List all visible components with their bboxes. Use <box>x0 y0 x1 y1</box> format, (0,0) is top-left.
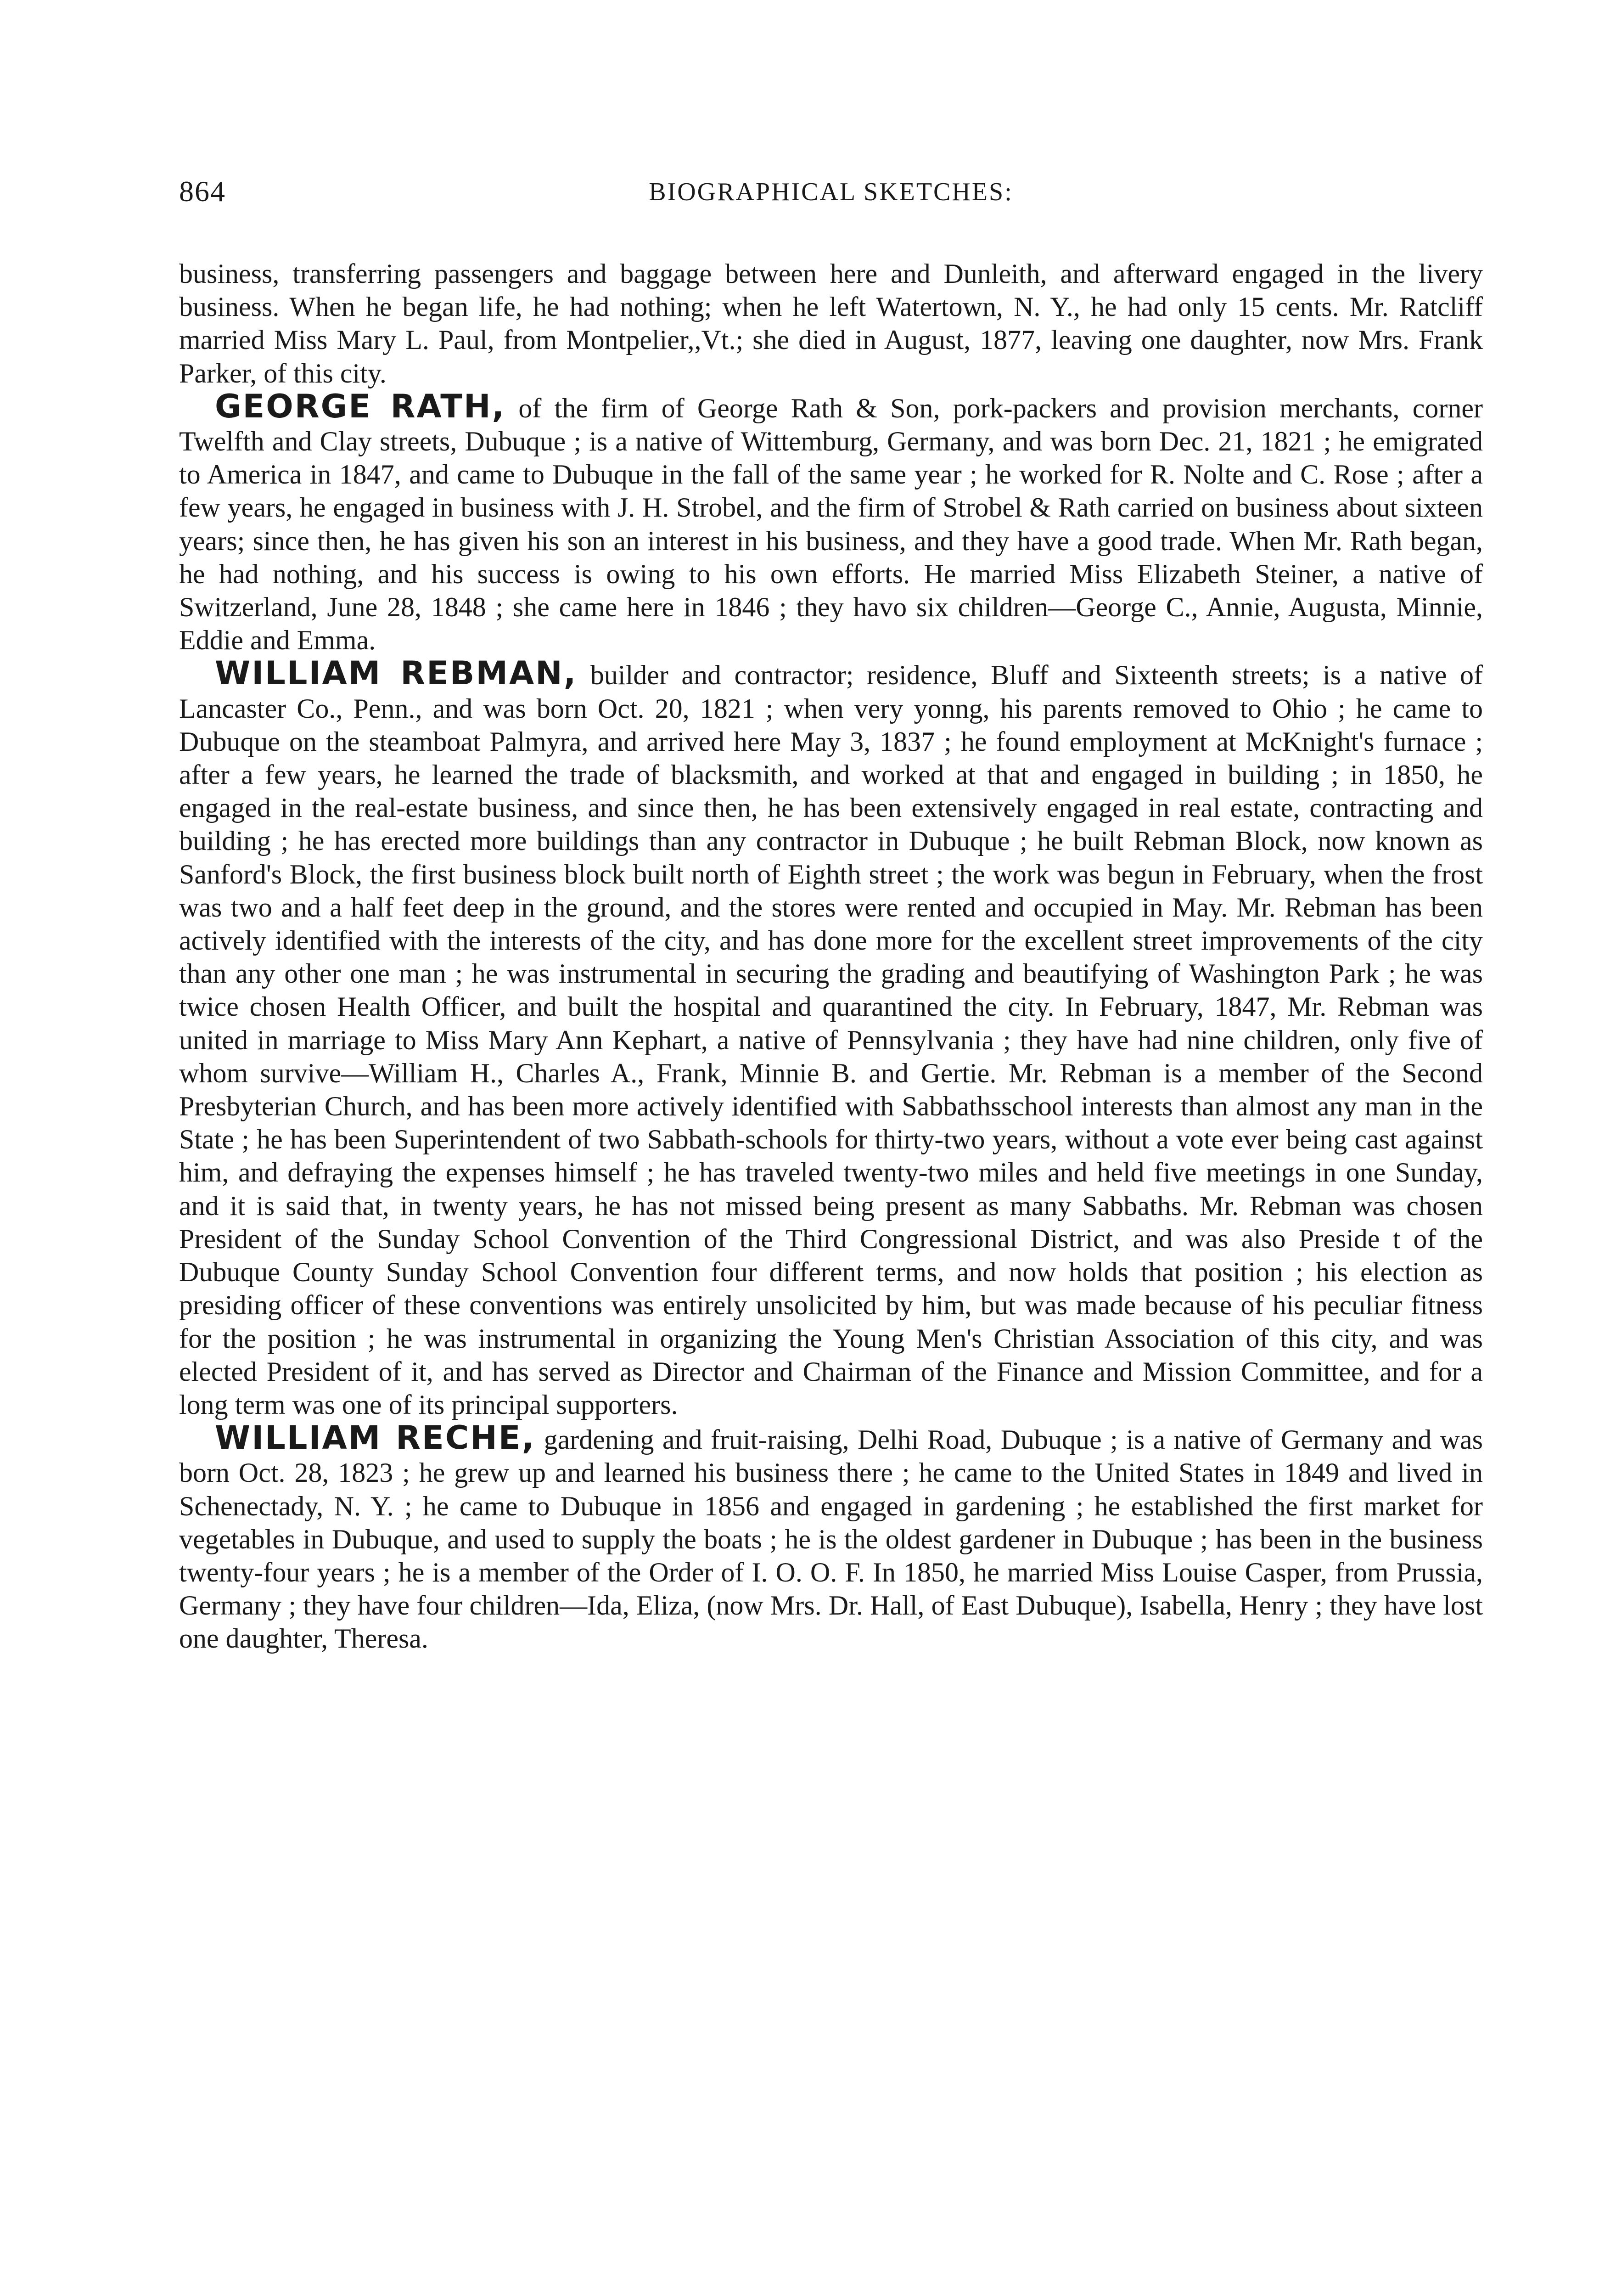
entry-name: GEORGE RATH, <box>215 387 506 425</box>
body-text <box>179 257 1483 1655</box>
running-head <box>179 174 1483 230</box>
biography-entry-george-rath <box>179 387 1483 657</box>
continuation-paragraph <box>179 257 1483 390</box>
entry-text: gardening and fruit-raising, Delhi Road, Dubuque ; is a native of Germany and was born Oct. 28, 1823 ; he grew up and learned his business there ; he came to the United States in 1849 and lived in Schenectady, N. Y. ; he came to Dubuque in 1856 and engaged in gardening ; he established the first market for vegetables in Dubuque, and used to supply the boats ; he is the oldest gardener in Dubuque ; has been in the business twenty-four years ; he is a member of the Order of I. O. O. F. In 1850, he married Miss Louise Casper, from Prussia, Germany ; they have four children—Ida, Eliza, (now Mrs. Dr. Hall, of East Dubuque), Isabella, Henry ; they have lost one daughter, Theresa. <box>179 1424 1483 1654</box>
running-title: BIOGRAPHICAL SKETCHES: <box>649 178 1013 206</box>
entry-name: WILLIAM REBMAN, <box>215 654 578 692</box>
page-number: 864 <box>179 175 226 208</box>
biography-entry-william-rebman <box>179 654 1483 1421</box>
entry-text: of the firm of George Rath & Son, pork-packers and provision merchants, corner Twelfth and Clay streets, Dubuque ; is a native of Wittemburg, Germany, and was born Dec. 21, 1821 ; he emigrated to America in 1847, and came to Dubuque in the fall of the same year ; he worked for R. Nolte and C. Rose ; after a few years, he engaged in business with J. H. Strobel, and the firm of Strobel & Rath carried on business about sixteen years; since then, he has given his son an interest in his business, and they have a good trade. When Mr. Rath began, he had nothing, and his success is owing to his own efforts. He married Miss Elizabeth Steiner, a native of Switzerland, June 28, 1848 ; she came here in 1846 ; they havo six children—George C., Annie, Augusta, Minnie, Eddie and Emma. <box>179 393 1483 656</box>
biography-entry-william-reche <box>179 1421 1483 1655</box>
paragraph-text: business, transferring passengers and baggage between here and Dunleith, and afterward engaged in the livery business. When he began life, he had nothing; when he left Watertown, N. Y., he had only 15 cents. Mr. Ratcliff married Miss Mary L. Paul, from Montpelier,,Vt.; she died in August, 1877, leaving one daughter, now Mrs. Frank Parker, of this city. <box>179 259 1483 388</box>
book-page <box>179 174 1483 2296</box>
entry-name: WILLIAM RECHE, <box>215 1419 536 1457</box>
entry-text: builder and contractor; residence, Bluff and Sixteenth streets; is a native of Lancaster Co., Penn., and was born Oct. 20, 1821 ; when very yonng, his parents removed to Ohio ; he came to Dubuque on the steamboat Palmyra, and arrived here May 3, 1837 ; he found employment at McKnight's furnace ; after a few years, he learned the trade of blacksmith, and worked at that and engaged in building ; in 1850, he engaged in the real-estate business, and since then, he has been extensively engaged in real estate, contracting and building ; he has erected more buildings than any contractor in Dubuque ; he built Rebman Block, now known as Sanford's Block, the first business block built north of Eighth street ; the work was begun in February, when the frost was two and a half feet deep in the ground, and the stores were rented and occupied in May. Mr. Rebman has been actively identified with the interests of the city, and has done more for the excellent street improvements of the city than any other one man ; he was instrumental in securing the grading and beautifying of Washington Park ; he was twice chosen Health Officer, and built the hospital and quarantined the city. In February, 1847, Mr. Rebman was united in marriage to Miss Mary Ann Kephart, a native of Pennsylvania ; they have had nine children, only five of whom survive—William H., Charles A., Frank, Minnie B. and Gertie. Mr. Rebman is a member of the Second Presbyterian Church, and has been more actively identified with Sabbathsschool interests than almost any man in the State ; he has been Superintendent of two Sabbath-schools for thirty-two years, without a vote ever being cast against him, and defraying the expenses himself ; he has traveled twenty-two miles and held five meetings in one Sunday, and it is said that, in twenty years, he has not missed being present as many Sabbaths. Mr. Rebman was chosen President of the Sunday School Convention of the Third Congressional District, and was also Preside t of the Dubuque County Sunday School Convention four different terms, and now holds that position ; his election as presiding officer of these conventions was entirely unsolicited by him, but was made because of his peculiar fitness for the position ; he was instrumental in organizing the Young Men's Christian Association of this city, and was elected President of it, and has served as Director and Chairman of the Finance and Mission Committee, and for a long term was one of its principal supporters. <box>179 660 1483 1420</box>
